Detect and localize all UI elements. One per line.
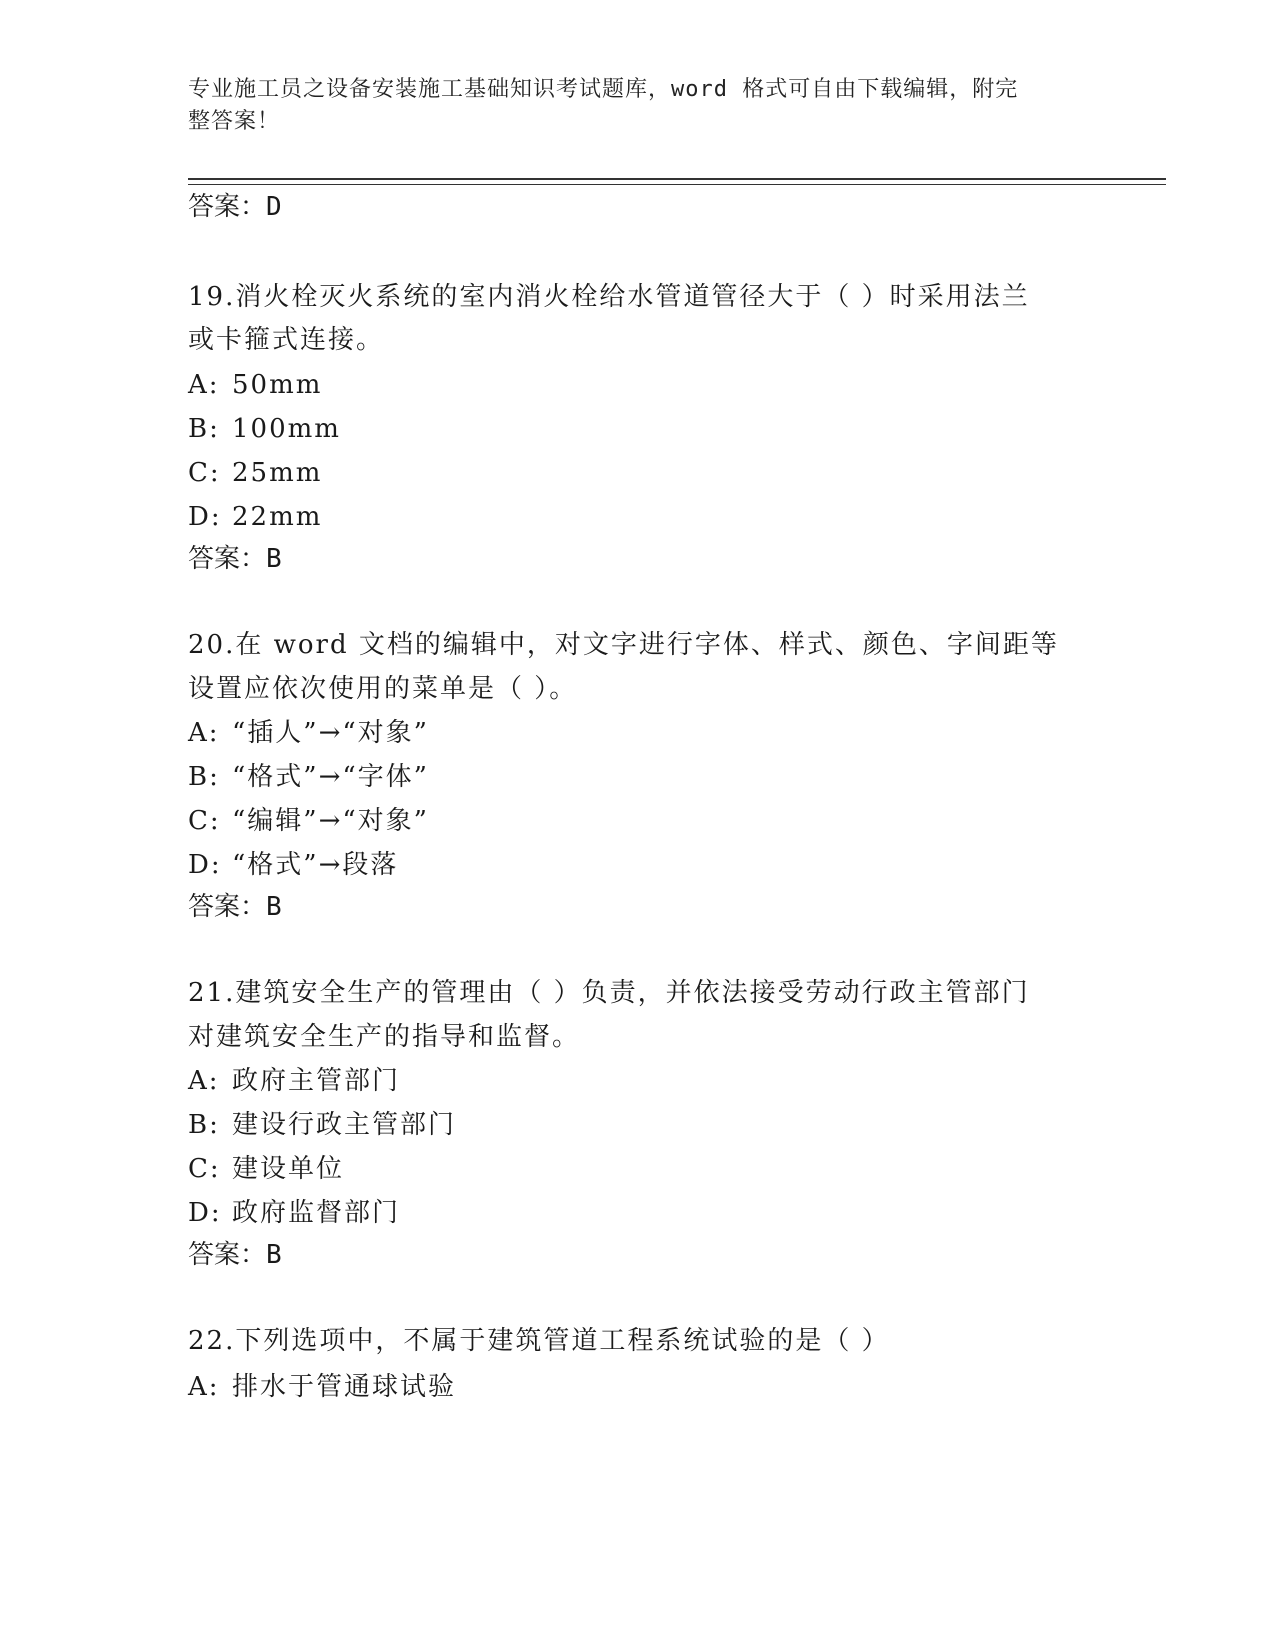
option-text: 50mm [232, 370, 323, 400]
question-20-line-2: 设置应依次使用的菜单是（ ）。 [188, 674, 578, 704]
question-21-option-b [188, 1108, 456, 1142]
option-text: 22mm [232, 502, 323, 532]
document-header [188, 74, 1068, 138]
question-21-option-d [188, 1196, 400, 1230]
option-key: B: [188, 1110, 220, 1140]
option-key: C: [188, 458, 221, 488]
question-20-answer: 答案：B [188, 892, 282, 922]
question-20-option-d [188, 848, 398, 882]
option-text: 25mm [232, 458, 323, 488]
question-20-option-c [188, 804, 429, 838]
option-key: C: [188, 1154, 221, 1184]
option-text: “格式”→“字体” [232, 762, 429, 792]
question-19-option-b [188, 412, 341, 446]
option-text: “格式”→段落 [232, 850, 399, 880]
question-19-option-a [188, 368, 322, 402]
option-key: B: [188, 762, 220, 792]
question-21-option-a [188, 1064, 400, 1098]
question-20-option-a [188, 716, 429, 750]
question-19-line-2: 或卡箍式连接。 [188, 325, 385, 355]
option-key: B: [188, 414, 220, 444]
option-text: 建设行政主管部门 [232, 1110, 457, 1140]
option-key: D: [188, 850, 222, 880]
question-20-line-1: 20.在 word 文档的编辑中，对文字进行字体、样式、颜色、字间距等 [188, 630, 1059, 660]
question-20-option-b [188, 760, 429, 794]
prev-answer: 答案：D [188, 192, 282, 222]
option-key: A: [188, 1372, 220, 1402]
option-text: 政府主管部门 [232, 1066, 401, 1096]
question-22-line-1: 22.下列选项中，不属于建筑管道工程系统试验的是（ ） [188, 1326, 890, 1356]
question-19-option-d [188, 500, 322, 534]
header-divider-thick [188, 178, 1166, 180]
option-text: 政府监督部门 [232, 1198, 401, 1228]
question-21-line-2: 对建筑安全生产的指导和监督。 [188, 1022, 581, 1052]
option-text: “编辑”→“对象” [232, 806, 429, 836]
option-key: D: [188, 502, 222, 532]
option-key: A: [188, 1066, 220, 1096]
option-text: 排水于管通球试验 [232, 1372, 457, 1402]
question-21-option-c [188, 1152, 344, 1186]
question-21-answer: 答案：B [188, 1240, 282, 1270]
option-key: C: [188, 806, 221, 836]
option-key: A: [188, 370, 220, 400]
option-key: A: [188, 718, 220, 748]
question-21-line-1: 21.建筑安全生产的管理由（ ）负责，并依法接受劳动行政主管部门 [188, 978, 1030, 1008]
question-19-option-c [188, 456, 322, 490]
header-divider-thin [188, 184, 1166, 185]
option-key: D: [188, 1198, 222, 1228]
question-19-answer: 答案：B [188, 544, 282, 574]
option-text: 建设单位 [232, 1154, 345, 1184]
header-line-2: 整答案！ [188, 109, 281, 134]
question-19-line-1: 19.消火栓灭火系统的室内消火栓给水管道管径大于（ ）时采用法兰 [188, 282, 1030, 312]
option-text: “插人”→“对象” [232, 718, 429, 748]
option-text: 100mm [232, 414, 341, 444]
header-line-1: 专业施工员之设备安装施工基础知识考试题库，word 格式可自由下载编辑，附完 [188, 77, 1019, 102]
question-22-option-a [188, 1370, 456, 1404]
